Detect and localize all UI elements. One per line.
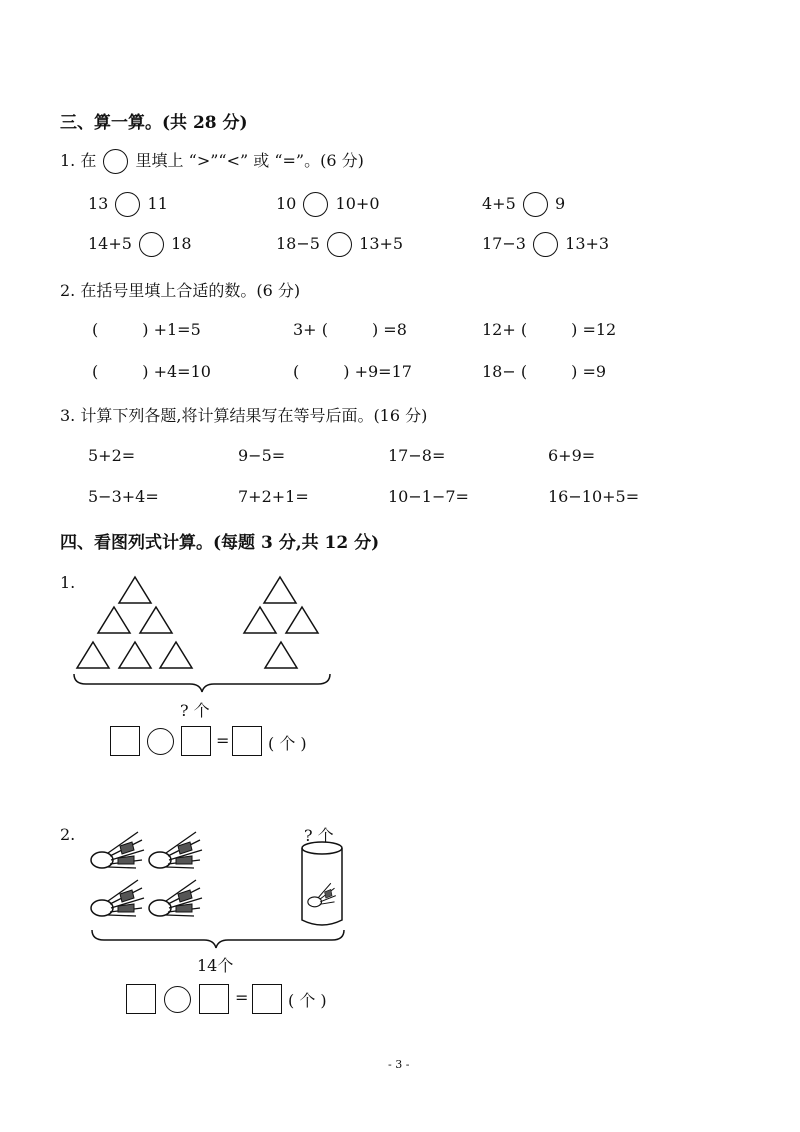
- calc-item[interactable]: 6+9=: [548, 446, 596, 465]
- shuttlecock-icon: [149, 880, 202, 916]
- calc-item[interactable]: 9−5=: [238, 446, 286, 465]
- paren-close: ): [571, 320, 578, 339]
- compare-left: 17−3: [482, 234, 526, 253]
- fill-prefix: 12+: [482, 320, 516, 339]
- paren-open: (: [92, 320, 99, 339]
- answer-box[interactable]: [252, 984, 282, 1014]
- triangle-icon: [77, 642, 109, 668]
- cup-icon: [298, 840, 348, 930]
- problem1-total-label: ? 个: [180, 701, 210, 720]
- answer-circle[interactable]: [327, 232, 352, 257]
- answer-box[interactable]: [110, 726, 140, 756]
- fill-text: =12: [582, 320, 617, 339]
- calc-item[interactable]: 7+2+1=: [238, 487, 309, 506]
- shuttlecock-icon: [91, 880, 144, 916]
- triangle-icon: [160, 642, 192, 668]
- paren-open: (: [293, 362, 300, 381]
- compare-right: 10+0: [335, 194, 380, 213]
- compare-right: 11: [147, 194, 168, 213]
- unit-label: ( 个 ): [268, 734, 307, 753]
- compare-left: 18−5: [276, 234, 320, 253]
- compare-right: 13+3: [565, 234, 610, 253]
- fill-item: [293, 320, 407, 339]
- fill-text: =9: [582, 362, 607, 381]
- compare-item: [276, 192, 380, 217]
- compare-item: [88, 192, 168, 217]
- answer-circle[interactable]: [523, 192, 548, 217]
- problem1-number: 1.: [60, 573, 76, 592]
- paren-close: ): [142, 362, 149, 381]
- paren-open: (: [92, 362, 99, 381]
- brace-icon: [90, 928, 350, 950]
- fill-text: +4=10: [153, 362, 211, 381]
- fill-item: [482, 320, 616, 339]
- paren-open: (: [321, 320, 328, 339]
- answer-circle[interactable]: [139, 232, 164, 257]
- q1-instruction: [60, 148, 364, 174]
- answer-circle[interactable]: [115, 192, 140, 217]
- fill-item: [92, 362, 211, 381]
- blank-circle-icon: [103, 149, 128, 174]
- cup-question-label: ? 个: [304, 826, 334, 845]
- paren-open: (: [520, 362, 528, 381]
- compare-left: 10: [276, 194, 297, 213]
- triangle-icon: [119, 577, 151, 603]
- unit-label: ( 个 ): [288, 991, 327, 1010]
- page-number: - 3 -: [388, 1058, 410, 1071]
- answer-box[interactable]: [199, 984, 229, 1014]
- compare-item: [482, 232, 609, 257]
- compare-item: [482, 192, 565, 217]
- answer-box[interactable]: [232, 726, 262, 756]
- triangles-group-right: [242, 575, 332, 675]
- equals-sign: =: [216, 731, 230, 750]
- q3-title: 3. 计算下列各题,将计算结果写在等号后面。(16 分): [60, 406, 428, 425]
- compare-left: 13: [88, 194, 109, 213]
- fill-item: [92, 320, 201, 339]
- answer-box[interactable]: [181, 726, 211, 756]
- compare-right: 9: [554, 194, 566, 213]
- q1-suffix: 里填上 “>”“<” 或 “=”。(6 分): [135, 151, 364, 170]
- compare-left: 14+5: [88, 234, 132, 253]
- operator-circle[interactable]: [164, 986, 191, 1013]
- compare-right: 13+5: [359, 234, 404, 253]
- triangle-icon: [264, 577, 296, 603]
- section3-title: 三、算一算。(共 28 分): [60, 113, 248, 133]
- compare-left: 4+5: [482, 194, 516, 213]
- triangle-icon: [140, 607, 172, 633]
- fill-text: +9=17: [354, 362, 412, 381]
- fill-prefix: 18−: [482, 362, 516, 381]
- fill-text: =8: [383, 320, 407, 339]
- fill-item: [293, 362, 412, 381]
- calc-item[interactable]: 16−10+5=: [548, 487, 640, 506]
- q2-title: 2. 在括号里填上合适的数。(6 分): [60, 281, 301, 300]
- paren-close: ): [142, 320, 149, 339]
- problem2-total-label: 14个: [197, 956, 234, 975]
- problem2-number: 2.: [60, 825, 76, 844]
- paren-open: (: [520, 320, 528, 339]
- operator-circle[interactable]: [147, 728, 174, 755]
- triangle-icon: [119, 642, 151, 668]
- brace-icon: [72, 672, 332, 694]
- q1-prefix: 1. 在: [60, 151, 97, 170]
- paren-close: ): [371, 320, 379, 339]
- calc-item[interactable]: 5+2=: [88, 446, 136, 465]
- triangle-icon: [286, 607, 318, 633]
- compare-right: 18: [171, 234, 192, 253]
- answer-circle[interactable]: [303, 192, 328, 217]
- equals-sign: =: [235, 988, 249, 1007]
- triangle-icon: [98, 607, 130, 633]
- triangle-icon: [265, 642, 297, 668]
- answer-box[interactable]: [126, 984, 156, 1014]
- compare-item: [276, 232, 403, 257]
- fill-text: +1=5: [153, 320, 201, 339]
- calc-item[interactable]: 5−3+4=: [88, 487, 159, 506]
- triangle-icon: [244, 607, 276, 633]
- answer-circle[interactable]: [533, 232, 558, 257]
- shuttlecock-icon: [91, 832, 144, 868]
- paren-close: ): [571, 362, 578, 381]
- shuttlecock-icon: [149, 832, 202, 868]
- paren-close: ): [343, 362, 350, 381]
- fill-item: [482, 362, 606, 381]
- calc-item[interactable]: 17−8=: [388, 446, 446, 465]
- shuttlecock-group: [88, 828, 218, 928]
- section4-title: 四、看图列式计算。(每题 3 分,共 12 分): [60, 533, 380, 553]
- calc-item[interactable]: 10−1−7=: [388, 487, 469, 506]
- compare-item: [88, 232, 192, 257]
- triangles-group-left: [75, 575, 195, 675]
- shuttlecock-icon: [308, 883, 336, 907]
- fill-prefix: 3+: [293, 320, 317, 339]
